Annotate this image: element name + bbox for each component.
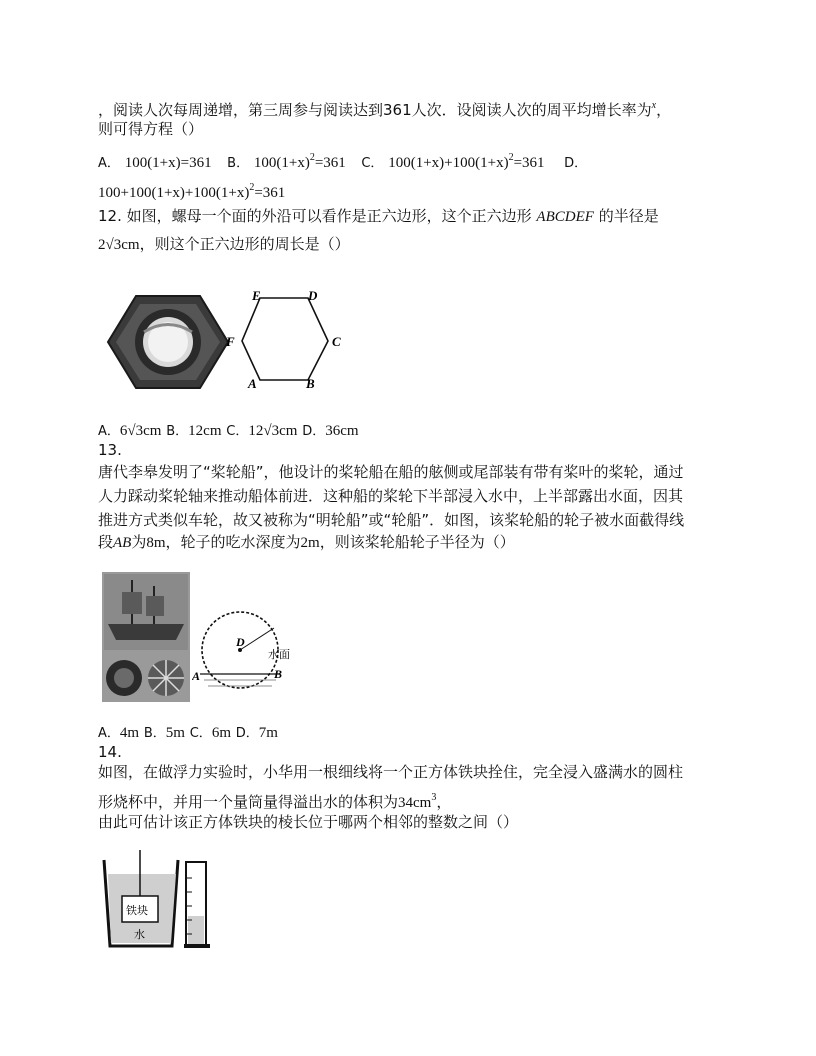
q11-stem-line2: 则可得方程（） [98, 120, 204, 138]
var-x: x [651, 100, 657, 111]
vertex-c-label: C [332, 334, 341, 349]
hexagon-name: ABCDEF [536, 209, 594, 225]
q11-option-c-letter: C． [361, 156, 384, 171]
q11-options-row [98, 148, 587, 174]
measuring-cylinder-figure [182, 858, 212, 950]
q12-options-row: A．6√3cm B．12cm C．12√3cm D．36cm [98, 423, 359, 439]
hexagon-figure [222, 284, 362, 394]
q13-line1: 唐代李皋发明了“桨轮船”，他设计的桨轮船在船的舷侧或尾部装有带有桨叶的桨轮，通过 [98, 463, 684, 481]
water-label: 水 [134, 929, 145, 941]
q12-option-c: 12√3cm [248, 423, 298, 439]
q12-stem-line1: 12. 如图，螺母一个面的外沿可以看作是正六边形，这个正六边形 ABCDEF 的半径是 [98, 207, 659, 225]
vertex-b-label: B [306, 376, 315, 391]
q13-option-c: 6m [211, 725, 231, 741]
q11-stem-line1: ，阅读人次每周递增，第三周参与阅读达到361人次．设阅读人次的周平均增长率为$^x$， [98, 100, 672, 119]
q12-option-a: 6√3cm [119, 423, 162, 439]
point-b-label: B [274, 667, 283, 681]
q13-option-b: 5m [165, 725, 185, 741]
center-d-label: D [236, 635, 245, 649]
point-a-label: A [192, 669, 201, 683]
q11-option-b-letter: B． [227, 156, 250, 171]
iron-block-label: 铁块 [126, 905, 148, 917]
q11-option-d-letter: D． [564, 156, 588, 171]
hex-nut-image [104, 292, 232, 392]
q13-line3: 推进方式类似车轮，故又被称为“明轮船”或“轮船”．如图，该桨轮船的轮子被水面截得线 [98, 511, 685, 529]
q13-option-a: 4m [119, 725, 140, 741]
paddle-boat-image [102, 572, 190, 702]
q13-options-row: A．4m B．5m C．6m D．7m [98, 725, 278, 741]
overflow-volume: $34cm^3$ [398, 792, 437, 811]
wheel-circle-figure [192, 600, 292, 700]
vertex-e-label: E [252, 288, 261, 303]
q11-option-d: $100+100(1+x)+100(1+x)^2=361$ [98, 182, 286, 201]
q14-number: 14. [98, 743, 122, 761]
q14-line2: 形烧杯中，并用一个量筒量得溢出水的体积为$34cm^3$， [98, 792, 452, 811]
vertex-f-label: F [226, 334, 235, 349]
q12-stem-line2: 2√3cm，则这个正六边形的周长是（） [98, 235, 350, 253]
q14-line1: 如图，在做浮力实验时，小华用一根细线将一个正方体铁块拴住，完全浸入盛满水的圆柱 [98, 763, 684, 781]
beaker-figure [100, 846, 182, 950]
radius-value: 2√3cm [98, 237, 140, 253]
q13-line4: 段AB为8m，轮子的吃水深度为2m，则该桨轮船轮子半径为（） [98, 533, 515, 551]
water-surface-label: 水面 [268, 649, 290, 661]
draft-depth: 2m [300, 535, 320, 551]
vertex-a-label: A [248, 376, 257, 391]
q11-option-a-letter: A． [98, 156, 120, 171]
q12-option-d: 36cm [325, 423, 359, 439]
q13-number: 13. [98, 441, 122, 459]
vertex-d-label: D [308, 288, 318, 303]
q14-line3: 由此可估计该正方体铁块的棱长位于哪两个相邻的整数之间（） [98, 813, 519, 831]
segment-ab: AB [113, 535, 132, 551]
q13-option-d: 7m [258, 725, 278, 741]
q11-option-b: $100(1+x)^2=361$ [253, 152, 346, 171]
q12-option-b: 12cm [188, 423, 222, 439]
q11-option-a: 100(1+x)=361 [124, 155, 212, 171]
q11-option-c: $100(1+x)+100(1+x)^2=361$ [388, 152, 545, 171]
q13-line2: 人力踩动桨轮轴来推动船体前进．这种船的桨轮下半部浸入水中，上半部露出水面，因其 [98, 487, 684, 505]
chord-length: 8m [146, 535, 166, 551]
